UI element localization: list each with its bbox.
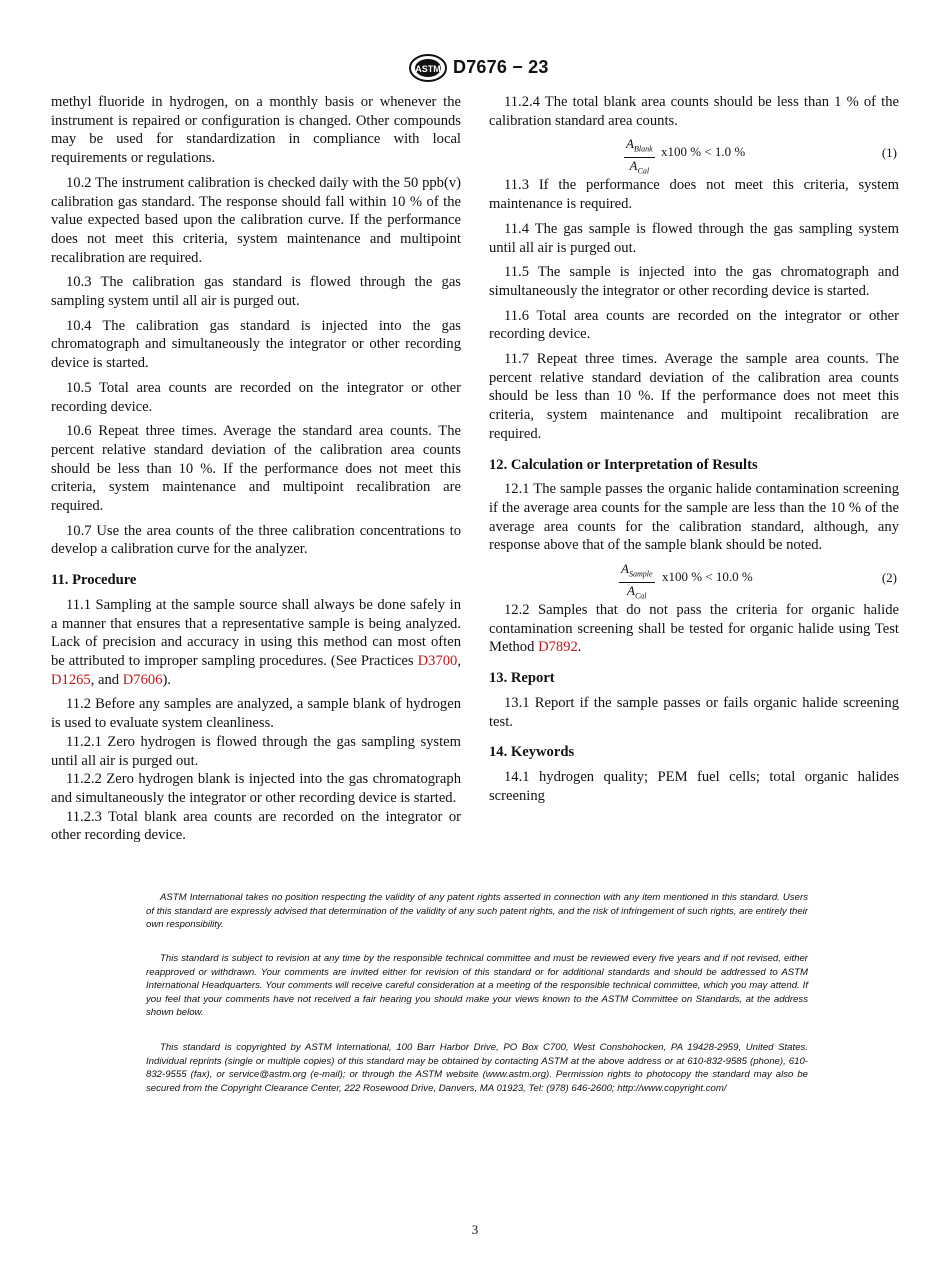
footer-revision-text: This standard is subject to revision at any time by the responsible technical committee and must be reviewed every five years and if not revised, either reapproved or withdrawn. Your comments are invited either for revision of this standard or for additional standards and should be addressed to ASTM International Headquarters. Your comments will receive careful consideration at a meeting of the responsible technical committee, which you may attend. If you feel that your comments have not received a fair hearing you should make your views known to the ASTM Committee on Standards, at the address shown below. (146, 953, 808, 1019)
paragraph-10-6: 10.6 Repeat three times. Average the standard area counts. The percent relative standard deviation of the calibration area counts should be less than 10 %. If the performance does not meet this criteria, system maintenance and multipoint recalibration are required. (51, 423, 461, 515)
footer-patent-text: ASTM International takes no position respecting the validity of any patent rights asserted in connection with any item mentioned in this standard. Users of this standard are expressly advised that determination of the validity of any such patent rights, and the risk of infringement of such rights, are entirely their own responsibility. (146, 892, 808, 931)
paragraph-11-3: 11.3 If the performance does not meet this criteria, system maintenance is required. (489, 177, 899, 213)
footer-revision-notice (146, 952, 808, 1020)
paragraph-11-2-1: 11.2.1 Zero hydrogen is flowed through the gas sampling system until all air is purged out. (51, 733, 461, 769)
section-12-heading: 12. Calculation or Interpretation of Results (489, 456, 758, 473)
astm-logo-icon (408, 54, 448, 82)
eq2-numerator-subscript: Sample (628, 569, 653, 579)
link-d1265[interactable]: D1265 (51, 671, 91, 688)
right-column (489, 93, 899, 811)
paragraph-11-2: 11.2 Before any samples are analyzed, a sample blank of hydrogen is used to evaluate system cleanliness. (51, 696, 461, 732)
section-11-heading: 11. Procedure (51, 572, 137, 589)
section-13-heading: 13. Report (489, 670, 555, 687)
paragraph-11-2-2: 11.2.2 Zero hydrogen blank is injected into the gas chromatograph and simultaneously the integrator or other recording device is started. (51, 771, 461, 806)
link-d3700[interactable]: D3700 (417, 652, 458, 669)
eq2-numerator: A (621, 561, 629, 577)
left-column (51, 93, 461, 845)
equation-1-fraction (624, 136, 655, 178)
eq2-denominator-subscript: Cal (634, 591, 647, 601)
separator: , and (90, 671, 123, 688)
paragraph-11-6: 11.6 Total area counts are recorded on the integrator or other recording device. (489, 307, 899, 343)
paragraph-10-7: 10.7 Use the area counts of the three calibration concentrations to develop a calibration curve for the analyzer. (51, 522, 461, 558)
paragraph-11-2-3: 11.2.3 Total blank area counts are recorded on the integrator or other recording device. (51, 808, 461, 844)
link-d7606[interactable]: D7606 (122, 671, 163, 688)
astm-logo-text: ASTM (415, 64, 441, 74)
paragraph-11-5: 11.5 The sample is injected into the gas chromatograph and simultaneously the integrator or other recording device is started. (489, 264, 899, 299)
link-d7892[interactable]: D7892 (538, 639, 578, 656)
paragraph-14-1: 14.1 hydrogen quality; PEM fuel cells; total organic halides screening (489, 768, 899, 804)
equation-2 (489, 561, 899, 601)
paragraph-10-4: 10.4 The calibration gas standard is injected into the gas chromatograph and simultaneously the integrator or other recording device is started. (51, 317, 461, 372)
eq1-numerator: A (626, 136, 634, 152)
separator: , (457, 652, 461, 669)
eq1-numerator-subscript: Blank (633, 145, 653, 154)
page-header (0, 54, 950, 84)
paragraph-12-2-text: 12.2 Samples that do not pass the criteria for organic halide contamination screening shall be tested for organic halide using Test Method (489, 602, 899, 656)
page-number: 3 (471, 1222, 479, 1237)
footer-copyright-notice (146, 1041, 808, 1095)
eq2-denominator: A (627, 582, 635, 598)
paragraph-12-2 (489, 601, 899, 657)
paragraph-13-1: 13.1 Report if the sample passes or fails organic halide screening test. (489, 694, 899, 730)
document-designation: D7676 − 23 (453, 57, 549, 77)
paragraph-12-2-end: . (577, 639, 582, 656)
paragraph-11-2-4: 11.2.4 The total blank area counts should be less than 1 % of the calibration standard area counts. (489, 94, 899, 129)
equation-1 (489, 136, 899, 176)
paragraph-10-2: 10.2 The instrument calibration is checked daily with the 50 ppb(v) calibration gas standard. The response should fall within 10 % of the value expected based upon the calibration curve. If the performance does not meet this criteria, system maintenance and multipoint recalibration are required. (51, 174, 461, 266)
paragraph-11-7: 11.7 Repeat three times. Average the sample area counts. The percent relative standard deviation of the calibration area counts should be less than 10 %. If the performance does not meet this criteria, system maintenance and multipoint recalibration are required. (489, 351, 899, 442)
paragraph-10-5: 10.5 Total area counts are recorded on the integrator or other recording device. (51, 379, 461, 415)
equation-2-number: (2) (881, 570, 897, 586)
paragraph-11-1-text: 11.1 Sampling at the sample source shall always be done safely in a manner that ensures that a representative sample is being analyzed. Lack of precision and accuracy in using this method can most often be attributed to improper sampling procedures. (See Practices (51, 596, 461, 669)
section-14-heading: 14. Keywords (489, 744, 575, 761)
equation-2-inequality: x100 % < 10.0 % (662, 569, 753, 585)
eq1-denominator: A (629, 158, 638, 173)
paragraph-10-3: 10.3 The calibration gas standard is flowed through the gas sampling system until all air is purged out. (51, 274, 461, 310)
equation-2-fraction (619, 561, 655, 603)
footer-patent-notice (146, 891, 808, 932)
paragraph-12-1: 12.1 The sample passes the organic halide contamination screening if the average area counts for the sample are less than the 10 % of the average area counts for the calibration standard, although, any response above that of the sample blank should be noted. (489, 481, 899, 554)
paragraph-11-1-end: ). (162, 671, 172, 688)
equation-1-number: (1) (881, 145, 897, 161)
eq1-denominator-subscript: Cal (637, 166, 650, 176)
paragraph-10-1-continued: methyl fluoride in hydrogen, on a monthly basis or whenever the instrument is repaired or configuration is changed. Other compounds may be used for standardization in compliance with local requirements or regulations. (51, 94, 461, 167)
paragraph-11-4: 11.4 The gas sample is flowed through the gas sampling system until all air is purged out. (489, 220, 899, 256)
paragraph-11-1 (51, 596, 461, 690)
equation-1-inequality: x100 % < 1.0 % (661, 144, 746, 160)
footer-copyright-text: This standard is copyrighted by ASTM International, 100 Barr Harbor Drive, PO Box C700, West Conshohocken, PA 19428-2959, United States. Individual reprints (single or multiple copies) of this standard may be obtained by contacting ASTM at the above address or at 610-832-9585 (phone), 610-832-9555 (fax), or service@astm.org (e-mail); or through the ASTM website (www.astm.org). Permission rights to photocopy the standard may also be secured from the Copyright Clearance Center, 222 Rosewood Drive, Danvers, MA 01923, Tel: (978) 646-2600; http://www.copyright.com/ (146, 1042, 808, 1094)
